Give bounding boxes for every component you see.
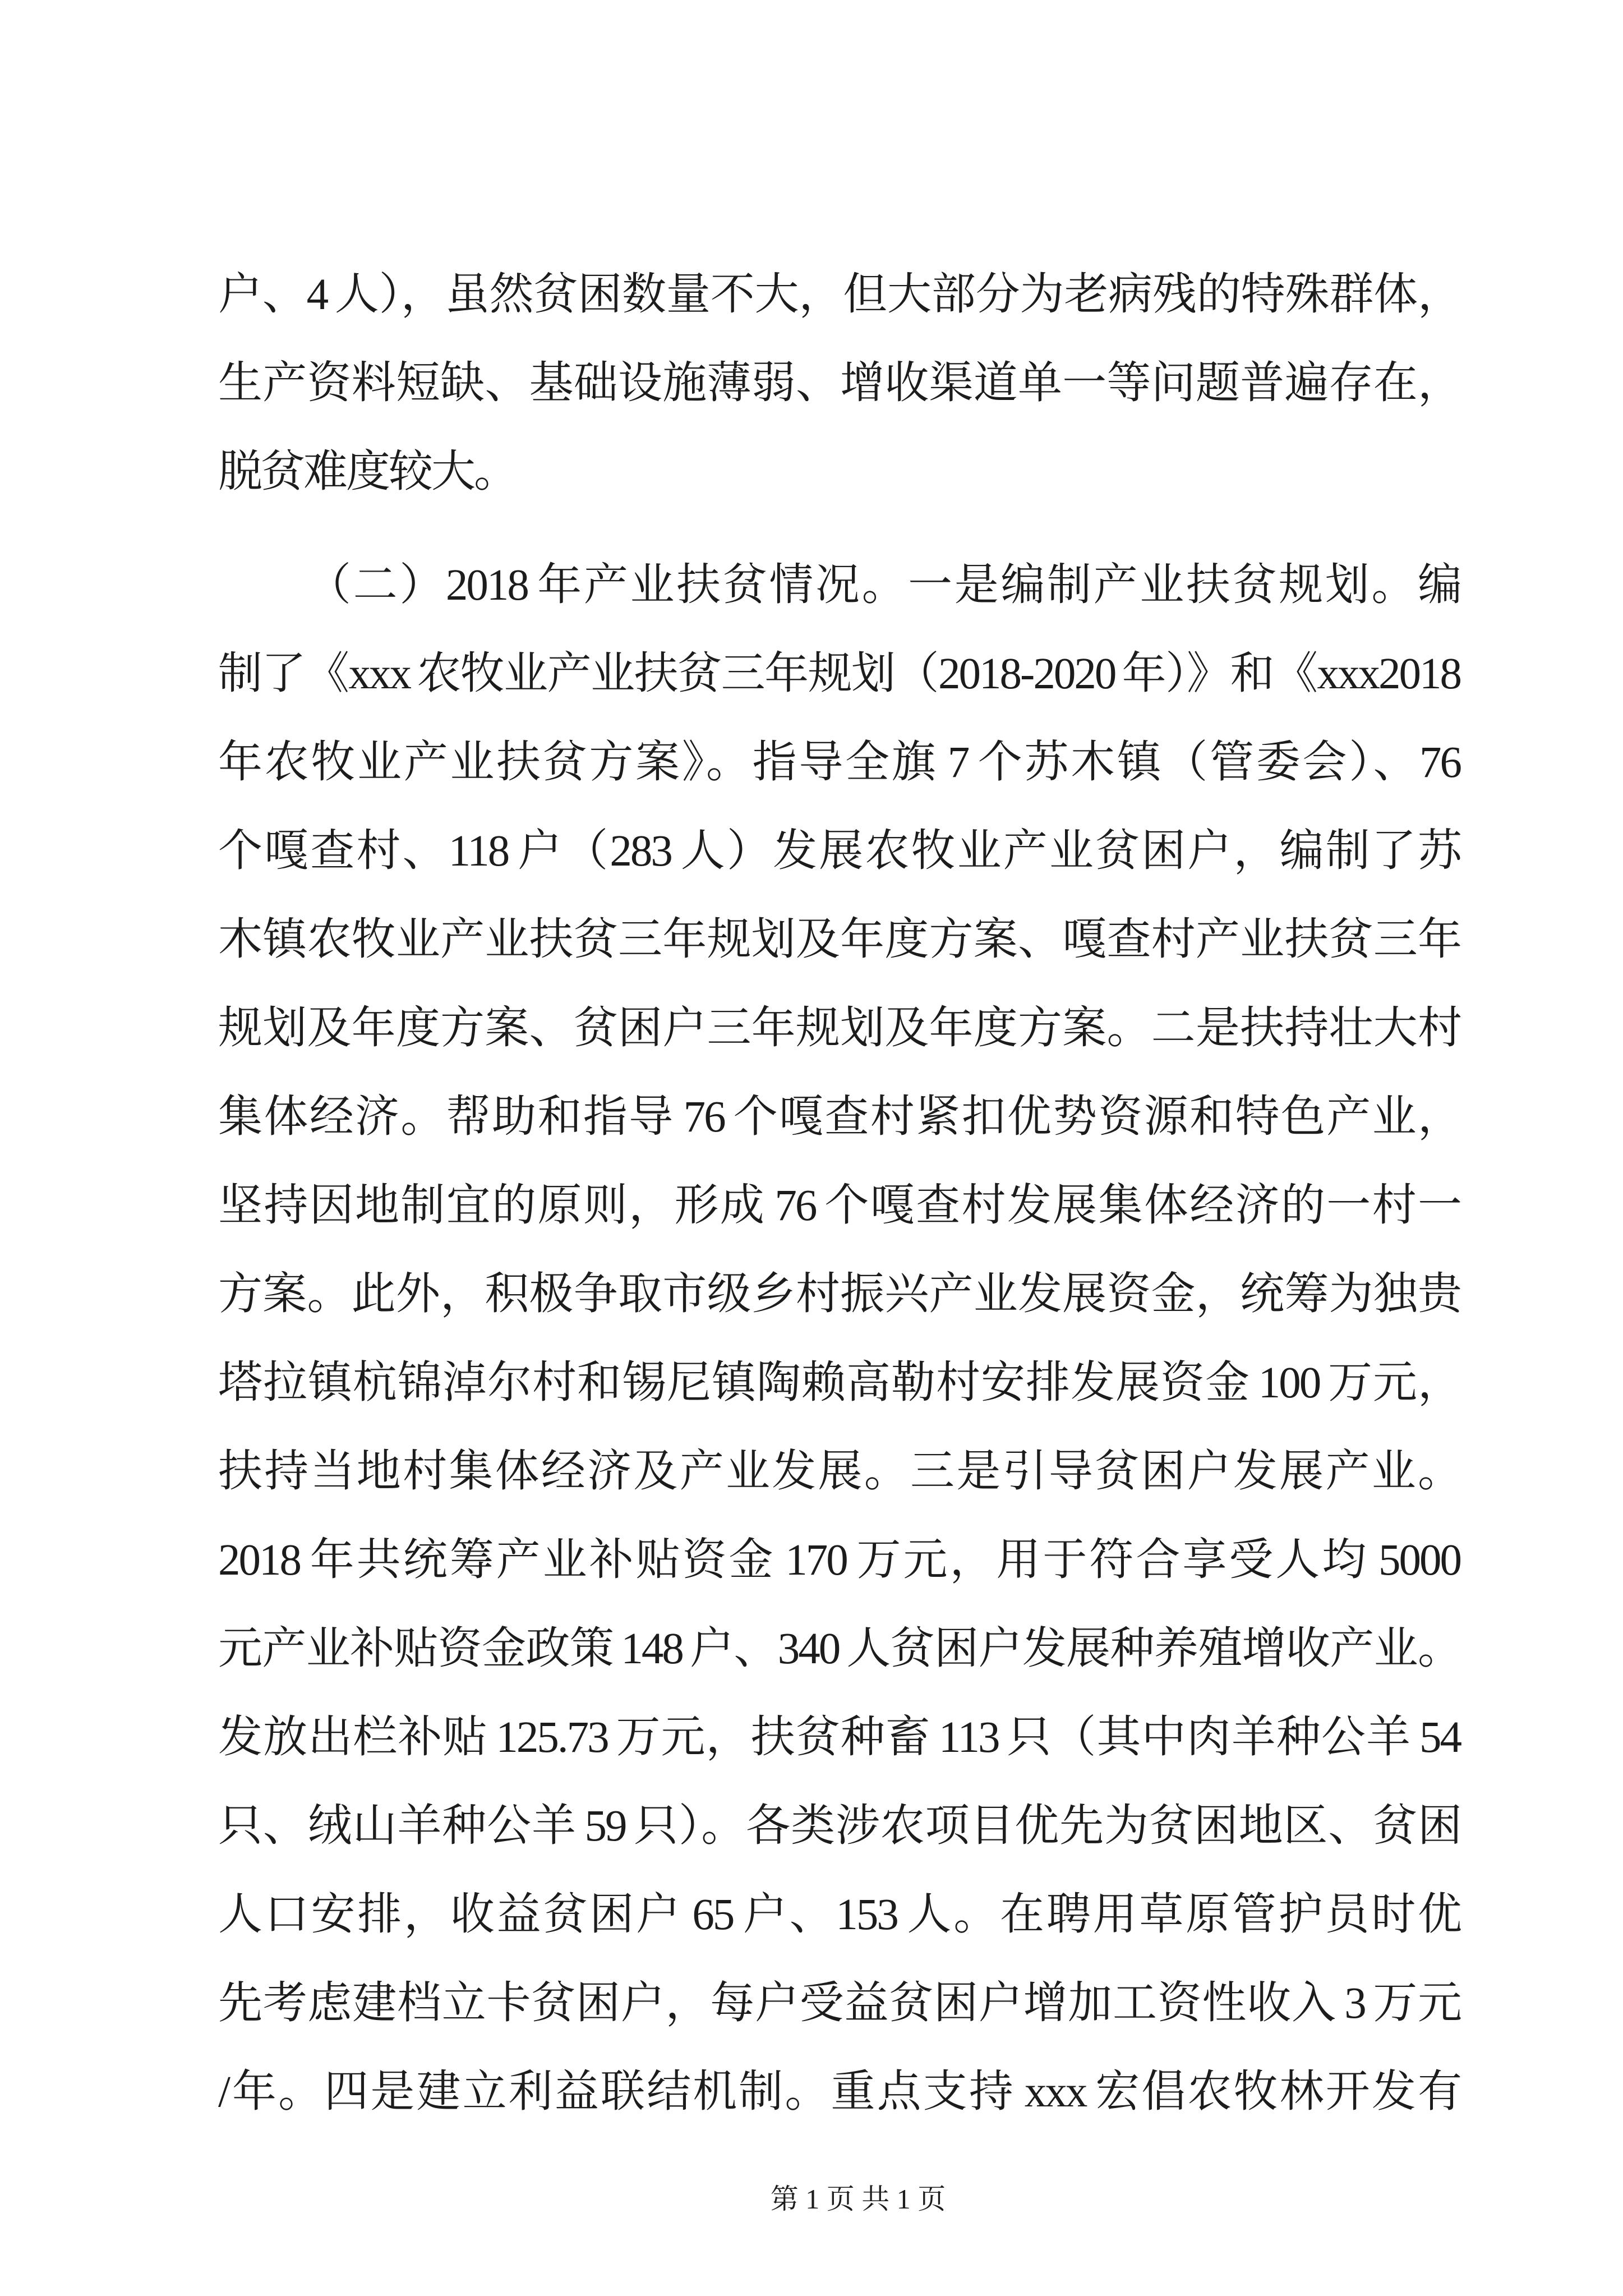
text-line: 户、4 人），虽然贫困数量不大，但大部分为老病残的特殊群体， (218, 270, 1460, 319)
text-line: 木镇农牧业产业扶贫三年规划及年度方案、嘎查村产业扶贫三年 (218, 915, 1460, 964)
text-line: 2018 年共统筹产业补贴资金 170 万元，用于符合享受人均 5000 (218, 1536, 1460, 1585)
paragraph (218, 541, 1460, 2137)
text-line: 塔拉镇杭锦淖尔村和锡尼镇陶赖高勒村安排发展资金 100 万元， (218, 1359, 1460, 1407)
text-line: 个嘎查村、118 户（283 人）发展农牧业产业贫困户，编制了苏 (218, 827, 1460, 876)
text-line: 年农牧业产业扶贫方案》。指导全旗 7 个苏木镇（管委会）、76 (218, 738, 1460, 787)
text-line: 规划及年度方案、贫困户三年规划及年度方案。二是扶持壮大村 (218, 1004, 1460, 1053)
text-line: /年。四是建立利益联结机制。重点支持 xxx 宏倡农牧林开发有 (218, 2068, 1460, 2116)
paragraph (218, 251, 1460, 517)
text-line: 只、绒山羊种公羊 59 只）。各类涉农项目优先为贫困地区、贫困 (218, 1802, 1460, 1851)
text-line: 发放出栏补贴 125.73 万元，扶贫种畜 113 只（其中肉羊种公羊 54 (218, 1713, 1460, 1762)
text-line: 元产业补贴资金政策 148 户、340 人贫困户发展种养殖增收产业。 (218, 1625, 1460, 1673)
text-line: （二）2018 年产业扶贫情况。一是编制产业扶贫规划。编 (307, 561, 1460, 610)
page-footer: 第 1 页 共 1 页 (770, 2183, 946, 2215)
text-line: 方案。此外，积极争取市级乡村振兴产业发展资金，统筹为独贵 (218, 1270, 1460, 1319)
text-line: 脱贫难度较大。 (218, 448, 517, 496)
text-line: 集体经济。帮助和指导 76 个嘎查村紧扣优势资源和特色产业， (218, 1093, 1460, 1142)
text-line: 制了《xxx 农牧业产业扶贫三年规划（2018-2020 年）》和《xxx2018 (218, 650, 1460, 698)
text-line: 先考虑建档立卡贫困户，每户受益贫困户增加工资性收入 3 万元 (218, 1979, 1460, 2028)
text-line: 人口安排，收益贫困户 65 户、153 人。在聘用草原管护员时优 (218, 1890, 1460, 1939)
text-line: 生产资料短缺、基础设施薄弱、增收渠道单一等问题普遍存在， (218, 359, 1460, 408)
text-line: 扶持当地村集体经济及产业发展。三是引导贫困户发展产业。 (218, 1447, 1460, 1496)
text-line: 坚持因地制宜的原则，形成 76 个嘎查村发展集体经济的一村一 (218, 1181, 1460, 1230)
